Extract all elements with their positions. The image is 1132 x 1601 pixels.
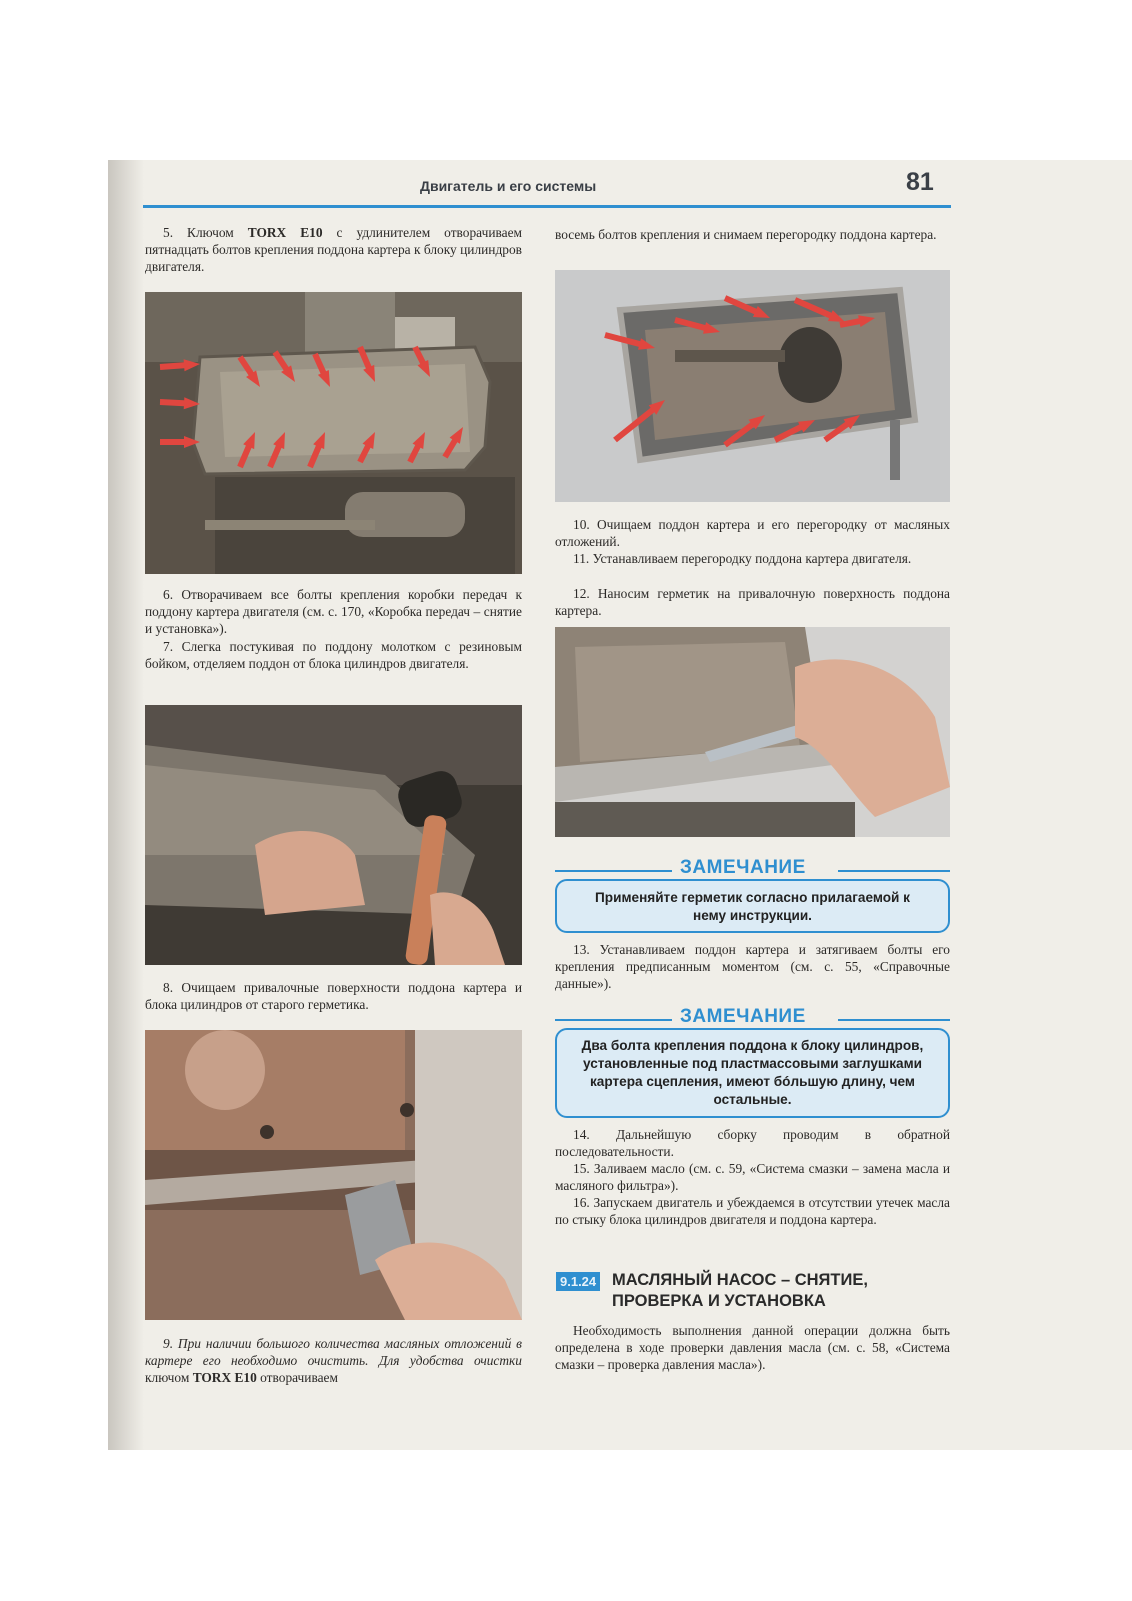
photo-applying-sealant xyxy=(555,627,950,837)
section-body: Необходимость выполнения данной операции должна быть определена в ходе проверки давления масла (см. с. 58, «Система смазки – проверка давления масла»). xyxy=(555,1323,950,1372)
header-rule xyxy=(143,205,951,208)
step-5: 5. Ключом TORX E10 с удлинителем отворачиваем пятнадцать болтов крепления поддона картера к блоку цилиндров двигателя. xyxy=(145,225,522,274)
section-heading: МАСЛЯНЫЙ НАСОС – СНЯТИЕ, ПРОВЕРКА И УСТАНОВКА xyxy=(612,1271,868,1310)
note-2-title: ЗАМЕЧАНИЕ xyxy=(672,1006,814,1028)
note-2-text: Два болта крепления поддона к блоку цилиндров, установленные под пластмассовыми заглушками картера сцепления, имеют бóльшую длину, чем остальные. xyxy=(581,1038,924,1107)
note-2-rule-left xyxy=(555,1019,675,1021)
step-8: 8. Очищаем привалочные поверхности поддона картера и блока цилиндров от старого герметика. xyxy=(145,980,522,1012)
photo-scraping-old-sealant xyxy=(145,1030,522,1320)
step-9-continued: восемь болтов крепления и снимаем перегородку поддона картера. xyxy=(555,227,937,242)
note-2-box xyxy=(555,1028,950,1118)
step-10: 10. Очищаем поддон картера и его перегородку от масляных отложений. xyxy=(555,517,950,549)
note-1-rule-left xyxy=(555,870,675,872)
step-7: 7. Слегка постукивая по поддону молотком с резиновым бойком, отделяем поддон от блока цилиндров двигателя. xyxy=(145,639,522,671)
step-14: 14. Дальнейшую сборку проводим в обратной последовательности. xyxy=(555,1127,950,1159)
step-6: 6. Отворачиваем все болты крепления коробки передач к поддону картера двигателя (см. с. 170, «Коробка передач – снятие и установка»). xyxy=(145,587,522,636)
step-12: 12. Наносим герметик на привалочную поверхность поддона картера. xyxy=(555,586,950,618)
note-2-rule-right xyxy=(838,1019,950,1021)
note-1-text: Применяйте герметик согласно прилагаемой к нему инструкции. xyxy=(595,890,910,923)
step-9: 9. При наличии большого количества масляных отложений в картере его необходимо очистить. Для удобства очистки ключом TORX E10 отворачиваем xyxy=(145,1336,522,1385)
page-binding-shadow xyxy=(108,160,144,1450)
photo-oil-pan-bolts xyxy=(145,292,522,574)
step-15: 15. Заливаем масло (см. с. 59, «Система смазки – замена масла и масляного фильтра»). xyxy=(555,1161,950,1193)
note-1-box xyxy=(555,879,950,933)
step-16: 16. Запускаем двигатель и убеждаемся в отсутствии утечек масла по стыку блока цилиндров двигателя и поддона картера. xyxy=(555,1195,950,1227)
step-11: 11. Устанавливаем перегородку поддона картера двигателя. xyxy=(573,551,912,566)
photo-hammer-separating-pan xyxy=(145,705,522,965)
note-1-title: ЗАМЕЧАНИЕ xyxy=(672,857,814,879)
photo-pan-baffle-bolts xyxy=(555,270,950,502)
step-13: 13. Устанавливаем поддон картера и затягиваем болты его крепления предписанным моментом (см. с. 55, «Справочные данные»). xyxy=(555,942,950,991)
page-number: 81 xyxy=(906,168,934,196)
running-title: Двигатель и его системы xyxy=(420,178,597,194)
note-1-rule-right xyxy=(838,870,950,872)
section-number-badge: 9.1.24 xyxy=(556,1272,600,1291)
